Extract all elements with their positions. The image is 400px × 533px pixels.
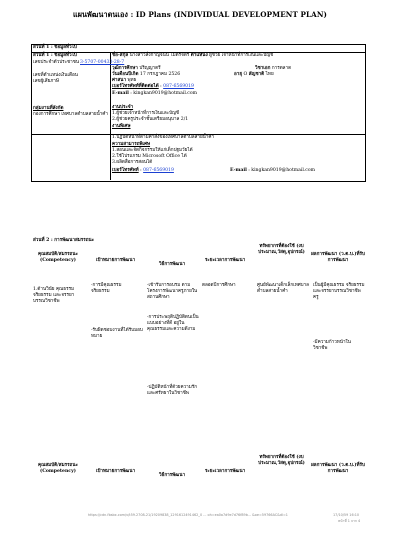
competency-cell: 1.ด้านวินัย คุณธรรม จริยธรรม และจรรยาบรรณวิชาชีพ bbox=[33, 287, 75, 304]
name-label: ชื่อ-สกุล bbox=[112, 53, 129, 58]
header-period: ระยะเวลาการพัฒนา bbox=[204, 469, 246, 474]
document-title: แผนพัฒนาตนเอง : ID Plans (INDIVIDUAL DEVELOPMENT PLAN) bbox=[72, 10, 328, 19]
header-goal: เป้าหมายการพัฒนา bbox=[95, 469, 136, 474]
phone-link[interactable]: 087-6569019 bbox=[163, 84, 194, 89]
group-label: กลุ่มงานที่สังกัด bbox=[33, 106, 64, 111]
group-value: กองการศึกษา เทศบาลตำบลสายน้ำคำ bbox=[33, 112, 108, 117]
header-competency: คุณสมบัติ/สมรรถนะ (Competency) bbox=[38, 252, 78, 263]
work-phone-field: เบอร์โทรศัพท์ : 087-6569019 bbox=[112, 168, 174, 173]
id-value-link[interactable]: 3-5707-00433-28-7 bbox=[80, 60, 125, 65]
edu-label: วุฒิการศึกษา bbox=[112, 66, 138, 71]
goal-2: -รับผิดชอบงานที่ได้รับมอบหมาย bbox=[91, 328, 143, 339]
edu-value: ปริญญาตรี bbox=[139, 66, 161, 71]
post-label: ตำแหน่ง bbox=[190, 53, 208, 58]
work-email-field: E-mail : kingkan9019@hotmail.com bbox=[230, 168, 315, 173]
footer-page: หน้าที่ 1 จาก 4 bbox=[338, 519, 361, 523]
age-nat-field bbox=[234, 72, 274, 78]
name-value: นางสาวสิ่งกาญจนน์ ไมตรีจิตร bbox=[129, 53, 190, 58]
dob-value: 17 กรกฎาคม 2526 bbox=[139, 72, 181, 77]
email-field: E-mail : kingkan9019@hotmail.com bbox=[112, 91, 197, 96]
header-resources: ทรัพยากรที่ต้องใช้ (งบประมาณ,วัสดุ,อุปกรณ์) bbox=[258, 244, 305, 255]
skill-1: 1.สอนและจัดกิจกรรมให้แก่เด็กปฐมวัยได้ bbox=[112, 148, 193, 153]
nationality-value: ไทย bbox=[265, 72, 274, 77]
position-label: เลขที่ตำแหน่งเงินเดือน bbox=[33, 73, 78, 78]
work-phone-label: เบอร์โทรศัพท์ bbox=[112, 168, 139, 173]
header-method: วิธีการพัฒนา bbox=[158, 262, 186, 267]
age-value: O bbox=[243, 72, 248, 77]
age-label: อายุ bbox=[234, 72, 243, 77]
duty-1: 1.ผู้ช่วยเจ้าหน้าที่การเงินและบัญชี bbox=[112, 111, 180, 116]
method-2: -การประพฤติปฏิบัติตนเป็นแบบอย่างที่ดี อยู่ในคุณธรรมและความดีงาม bbox=[147, 315, 199, 332]
email-label: E-mail bbox=[112, 91, 129, 96]
phone-label: เบอร์โทรศัพท์ที่ติดต่อได้ bbox=[112, 84, 159, 89]
header-competency: คุณสมบัติ/สมรรถนะ (Competency) bbox=[38, 463, 78, 474]
header-method: วิธีการพัฒนา bbox=[158, 473, 186, 478]
religion-value: พุทธ bbox=[127, 78, 137, 83]
column-divider bbox=[110, 52, 111, 180]
work-email-value: kingkan9019@hotmail.com bbox=[251, 168, 315, 173]
footer-date: 17/10/59 16:10 bbox=[333, 513, 360, 517]
post-value: ผู้ช่วย เจ้าหน้าที่การเงินและบัญชี bbox=[209, 53, 274, 58]
skill-3: 3.ผลิตสื่อการสอนได้ bbox=[112, 160, 153, 165]
skill-2: 2.ใช้โปรแกรม Microsoft Office ได้ bbox=[112, 154, 187, 159]
header-result: ผลการพัฒนา (ว.ต.บ.)ที่รับการพัฒนา bbox=[311, 463, 365, 474]
goal-1: -การมีคุณธรรม จริยธรรม bbox=[91, 283, 122, 294]
skill-label: ความสามารถพิเศษ bbox=[112, 142, 151, 147]
email-value: kingkan9019@hotmail.com bbox=[133, 91, 197, 96]
duty-label: งานประจำ bbox=[112, 105, 134, 110]
result-2: -มีความก้าวหน้าในวิชาชีพ bbox=[313, 340, 351, 351]
special-label: งานพิเศษ bbox=[112, 124, 131, 129]
method-1: -เข้ารับการอบรม ตามโครงการพัฒนาครูภายในสถานศึกษา bbox=[147, 283, 198, 300]
part1-subheading: ส่วนที่ 1 : ข้อมูลทั่วไป bbox=[33, 53, 77, 58]
phone-field: เบอร์โทรศัพท์ที่ติดต่อได้ : 087-6569019 bbox=[112, 84, 194, 89]
major-value: การตลาด bbox=[271, 66, 292, 71]
name-field bbox=[112, 53, 273, 59]
work-email-label: E-mail bbox=[230, 168, 247, 173]
taxpayer-label: เลขผู้เสียภาษี bbox=[33, 79, 59, 84]
header-result: ผลการพัฒนา (ว.ต.บ.)ที่รับการพัฒนา bbox=[311, 252, 365, 263]
header-goal: เป้าหมายการพัฒนา bbox=[95, 258, 136, 263]
id-label: เลขประจำตัวประชาชน bbox=[33, 60, 80, 65]
duty-2: 2.ผู้ช่วยครูประจำชั้นเตรียมอนุบาล 2/1 bbox=[112, 117, 189, 122]
method-3: -ปฏิบัติหน้าที่ด้วยความรักและศรัทธาในวิชาชีพ bbox=[147, 385, 197, 396]
result-1: เป็นผู้มีคุณธรรม จริยธรรม และจรรยาบรรณวิชาชีพครู bbox=[313, 283, 365, 300]
header-period: ระยะเวลาการพัฒนา bbox=[204, 258, 246, 263]
resources-cell: ศูนย์พัฒนาเด็กเล็กเทศบาลตำบลสายน้ำคำ bbox=[257, 283, 309, 294]
header-resources: ทรัพยากรที่ต้องใช้ (งบประมาณ,วัสดุ,อุปกรณ์) bbox=[258, 455, 305, 466]
period-cell: ตลอดปีการศึกษา bbox=[202, 283, 236, 288]
part2-heading: ส่วนที่ 2 : การพัฒนาสมรรถนะ bbox=[33, 238, 95, 243]
work-phone-link[interactable]: 087-6569019 bbox=[143, 168, 174, 173]
special-1: 1.ปฏิบัติหน้าที่ตามคำสั่งของเทศบาลตำบลสายน้ำคำ bbox=[112, 135, 215, 140]
dob-label: วันเดือนปีเกิด bbox=[112, 72, 139, 77]
nationality-label: สัญชาติ bbox=[248, 72, 265, 77]
religion-label: ศาสนา bbox=[112, 78, 127, 83]
footer-url: https://cdn.fbsbx.com/v/t59.2708-21/19209838_1291612491462_0 ... oh=ea0a7d9e7d76f89b... &oe=59766AC&dl=1 bbox=[88, 513, 288, 517]
major-label: วิชาเอก bbox=[255, 66, 271, 71]
part1-heading: ส่วนที่ 1 : ข้อมูลทั่วไป bbox=[33, 45, 77, 50]
